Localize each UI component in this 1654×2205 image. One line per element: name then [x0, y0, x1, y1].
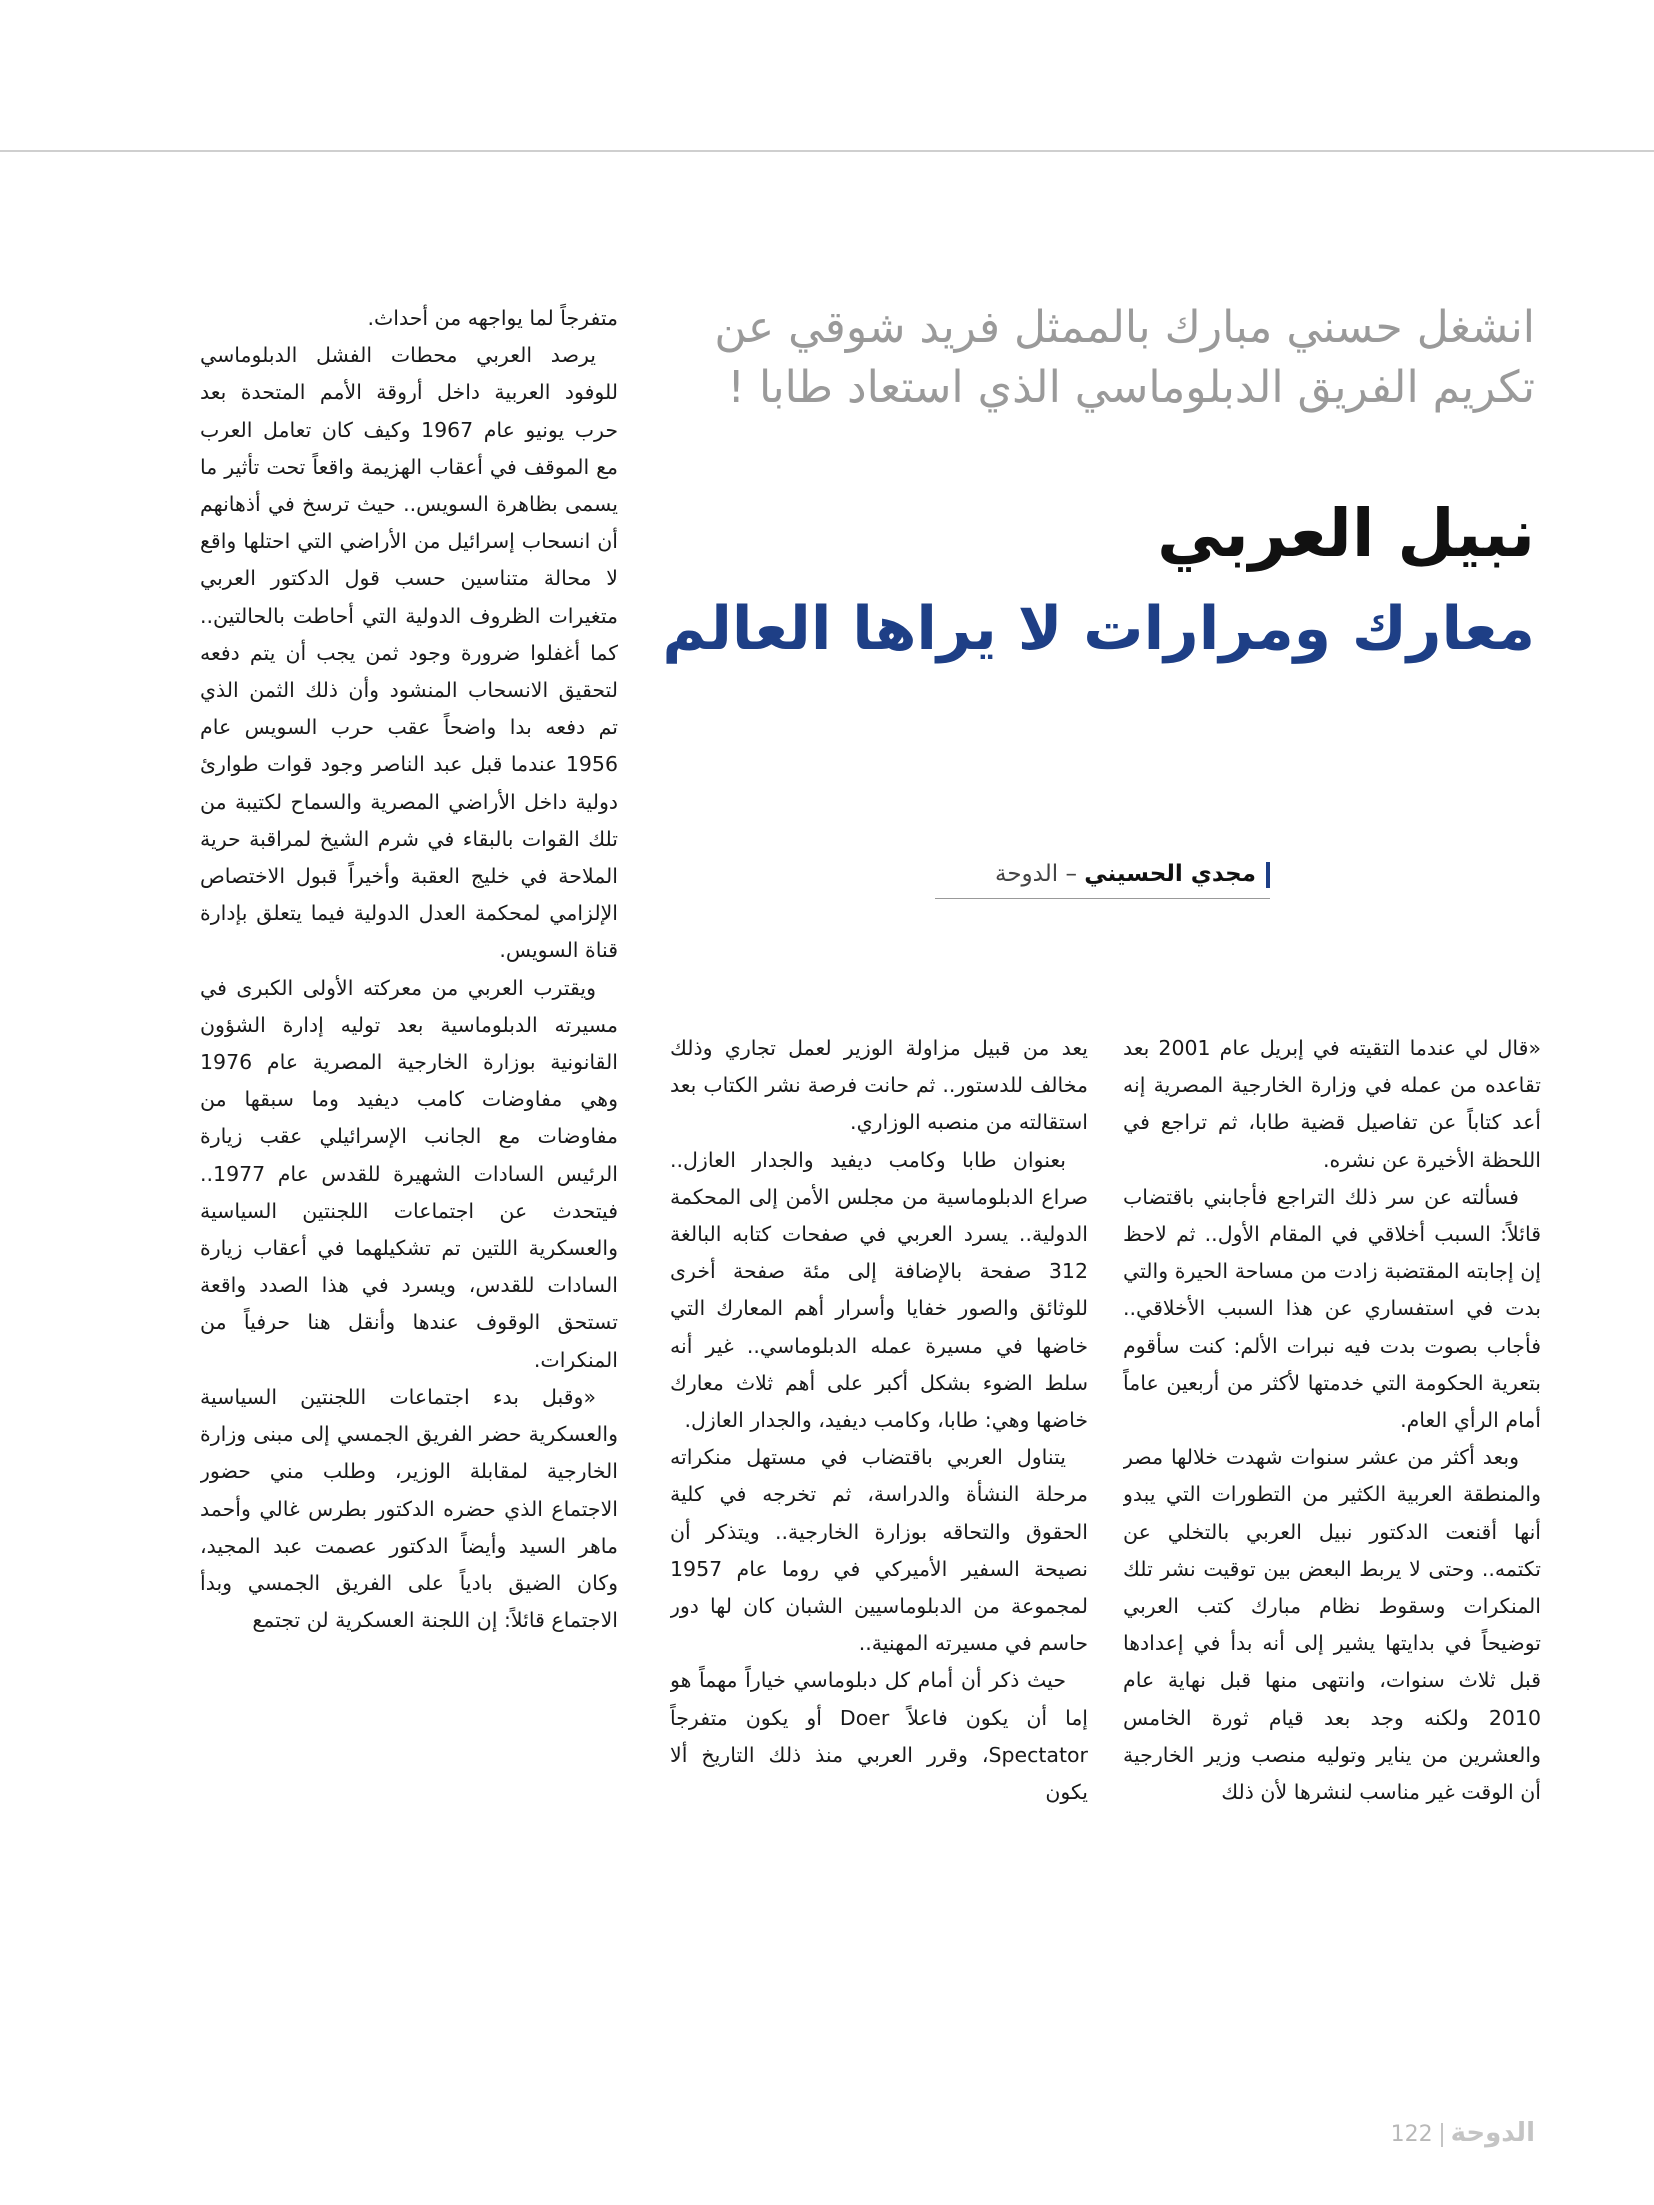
paragraph: يعد من قبيل مزاولة الوزير لعمل تجاري وذلك مخالف للدستور.. ثم حانت فرصة نشر الكتاب بعد استقالته من منصبه الوزاري. [670, 1036, 1088, 1135]
paragraph: حيث ذكر أن أمام كل دبلوماسي خياراً مهماً هو إما أن يكون فاعلاً Doer أو يكون متفرجاً Spectator، وقرر العربي منذ ذلك التاريخ ألا يكون [670, 1668, 1088, 1805]
paragraph: بعنوان طابا وكامب ديفيد والجدار العازل.. صراع الدبلوماسية من مجلس الأمن إلى المحكمة الدولية.. يسرد العربي في صفحات كتابه البالغة 312 صفحة بالإضافة إلى مئة صفحة أخرى للوثائق والصور خفايا وأسرار أهم المعارك التي خاضها في مسيرة عمله الدبلوماسي.. غير أنه سلط الضوء بشكل أكبر على أهم ثلاث معارك خاضها وهي: طابا، وكامب ديفيد، والجدار العازل. [670, 1147, 1088, 1433]
paragraph: يرصد العربي محطات الفشل الدبلوماسي للوفود العربية داخل أروقة الأمم المتحدة بعد حرب يونيو عام 1967 وكيف كان تعامل العرب مع الموقف في أعقاب الهزيمة واقعاً تحت تأثير ما يسمى بظاهرة السويس.. حيث ترسخ في أذهانهم أن انسحاب إسرائيل من الأراضي التي احتلها واقع لا محالة متناسين حسب قول الدكتور العربي متغيرات الظروف الدولية التي أحاطت بالحالتين.. كما أغفلوا ضرورة وجود ثمن يجب أن يتم دفعه لتحقيق الانسحاب المنشود وأن ذلك الثمن الذي تم دفعه بدا واضحاً عقب حرب السويس عام 1956 عندما قبل عبد الناصر وجود قوات طوارئ دولية داخل الأراضي المصرية والسماح لكتيبة من تلك القوات بالبقاء في شرم الشيخ لمراقبة حرية الملاحة في خليج العقبة وأخيراً قبول الاختصاص الإلزامي لمحكمة العدل الدولية فيما يتعلق بإدارة قناة السويس. [200, 343, 618, 963]
page-footer [1385, 2118, 1535, 2150]
header-rule [0, 150, 1654, 152]
column-right [1123, 1030, 1541, 2050]
paragraph: ويقترب العربي من معركته الأولى الكبرى في مسيرته الدبلوماسية بعد توليه إدارة الشؤون القانونية بوزارة الخارجية المصرية عام 1976 وهي مفاوضات كامب ديفيد وما سبقها من مفاوضات مع الجانب الإسرائيلي عقب زيارة الرئيس السادات الشهيرة للقدس عام 1977.. فيتحدث عن اجتماعات اللجنتين السياسية والعسكرية اللتين تم تشكيلهما في أعقاب زيارة السادات للقدس، ويسرد في هذا الصدد واقعة تستحق الوقوف عندها وأنقل هنا حرفياً من المنكرات. [200, 975, 618, 1372]
byline-city: – الدوحة [995, 861, 1077, 887]
byline-rule [935, 898, 1270, 899]
footer-magazine-logo: الدوحة [1450, 2118, 1535, 2148]
column-middle [670, 1030, 1088, 2050]
article-subtitle: معارك ومرارات لا يراها العالم [662, 594, 1535, 664]
paragraph: فسألته عن سر ذلك التراجع فأجابني باقتضاب قائلاً: السبب أخلاقي في المقام الأول.. ثم لاحظ إن إجابته المقتضبة زادت من مساحة الحيرة والتي بدت في استفساري عن هذا السبب الأخلاقي.. فأجاب بصوت بدت فيه نبرات الألم: كنت سأقوم بتعرية الحكومة التي خدمتها لأكثر من أربعين عاماً أمام الرأي العام. [1123, 1184, 1541, 1433]
paragraph: يتناول العربي باقتضاب في مستهل منكراته مرحلة النشأة والدراسة، ثم تخرجه في كلية الحقوق والتحاقه بوزارة الخارجية.. ويتذكر أن نصيحة السفير الأميركي في روما عام 1957 لمجموعة من الدبلوماسيين الشبان كان لها دور حاسم في مسيرته المهنية.. [670, 1445, 1088, 1656]
article-subhead: انشغل حسني مبارك بالممثل فريد شوقي عن تكريم الفريق الدبلوماسي الذي استعاد طابا ! [714, 302, 1535, 413]
byline-accent-bar [1266, 862, 1270, 888]
footer-separator [1441, 2123, 1443, 2147]
paragraph: «قال لي عندما التقيته في إبريل عام 2001 بعد تقاعده من عمله في وزارة الخارجية المصرية إنه أعد كتاباً عن تفاصيل قضية طابا، ثم تراجع في اللحظة الأخيرة عن نشره. [1123, 1036, 1541, 1172]
article-title: نبيل العربي [1157, 495, 1535, 572]
page-number: 122 [1390, 2122, 1433, 2147]
byline [900, 858, 1270, 890]
paragraph: وبعد أكثر من عشر سنوات شهدت خلالها مصر والمنطقة العربية الكثير من التطورات التي يبدو أنها أقنعت الدكتور نبيل العربي بالتخلي عن تكتمه.. وحتى لا يربط البعض بين توقيت نشر تلك المنكرات وسقوط نظام مبارك كتب العربي توضيحاً في بدايتها يشير إلى أنه بدأ في إعدادها قبل ثلاث سنوات، وانتهى منها قبل نهاية عام 2010 ولكنه وجد بعد قيام ثورة الخامس والعشرين من يناير وتوليه منصب وزير الخارجية أن الوقت غير مناسب لنشرها لأن ذلك [1123, 1445, 1541, 1805]
paragraph: متفرجاً لما يواجهه من أحداث. [367, 306, 618, 330]
column-left [200, 300, 618, 2050]
byline-author: مجدي الحسيني [1084, 861, 1256, 887]
paragraph: «وقبل بدء اجتماعات اللجنتين السياسية والعسكرية حضر الفريق الجمسي إلى مبنى وزارة الخارجية لمقابلة الوزير، وطلب مني حضور الاجتماع الذي حضره الدكتور بطرس غالي وأحمد ماهر السيد وأيضاً الدكتور عصمت عبد المجيد، وكان الضيق بادياً على الفريق الجمسي وبدأ الاجتماع قائلاً: إن اللجنة العسكرية لن تجتمع [200, 1384, 618, 1633]
